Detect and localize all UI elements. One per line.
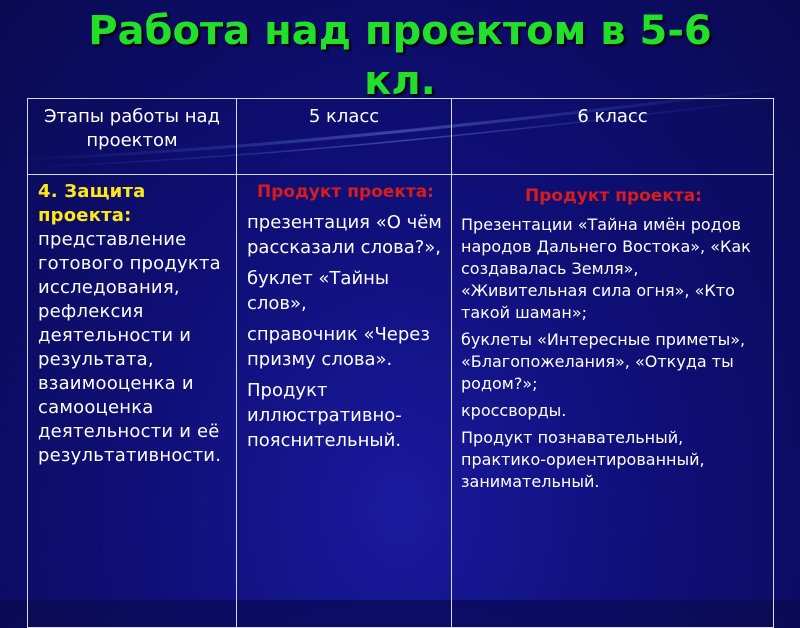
grade-5-heading: Продукт проекта:: [257, 182, 434, 202]
cell-grade-5: [237, 175, 452, 628]
list-item: справочник «Через призму слова».: [247, 324, 430, 370]
table-row: [28, 175, 774, 628]
header-stages: Этапы работы над проектом: [28, 99, 237, 175]
list-item: буклеты «Интересные приметы», «Благопожелания», «Откуда ты родом?»;: [461, 330, 746, 393]
header-grade-5: 5 класс: [237, 99, 452, 175]
list-item: презентация «О чём рассказали слова?»,: [247, 212, 442, 258]
cell-grade-6: [452, 175, 774, 628]
list-item: Продукт иллюстративно-пояснительный.: [247, 380, 402, 451]
list-item: буклет «Тайны слов»,: [247, 268, 390, 314]
stage-heading: 4. Защита проекта:: [38, 181, 146, 226]
slide-title-line1: Работа над проектом в 5-6: [88, 8, 712, 54]
cell-stage: [28, 175, 237, 628]
list-item: Продукт познавательный, практико-ориентированный, занимательный.: [461, 428, 705, 491]
table-header-row: [28, 99, 774, 175]
list-item: кроссворды.: [461, 401, 567, 420]
list-item: Презентации «Тайна имён родов народов Дальнего Востока», «Как создавалась Земля», «Живительная сила огня», «Кто такой шаман»;: [461, 215, 751, 322]
header-grade-6: 6 класс: [452, 99, 774, 175]
slide-title-line2: кл.: [364, 58, 436, 104]
grade-6-heading: Продукт проекта:: [525, 186, 702, 206]
stage-text: представление готового продукта исследования, рефлексия деятельности и результата, взаимооценка и самооценка деятельности и её результативности.: [38, 229, 222, 466]
slide-title: [0, 6, 800, 106]
project-table: [27, 98, 774, 628]
